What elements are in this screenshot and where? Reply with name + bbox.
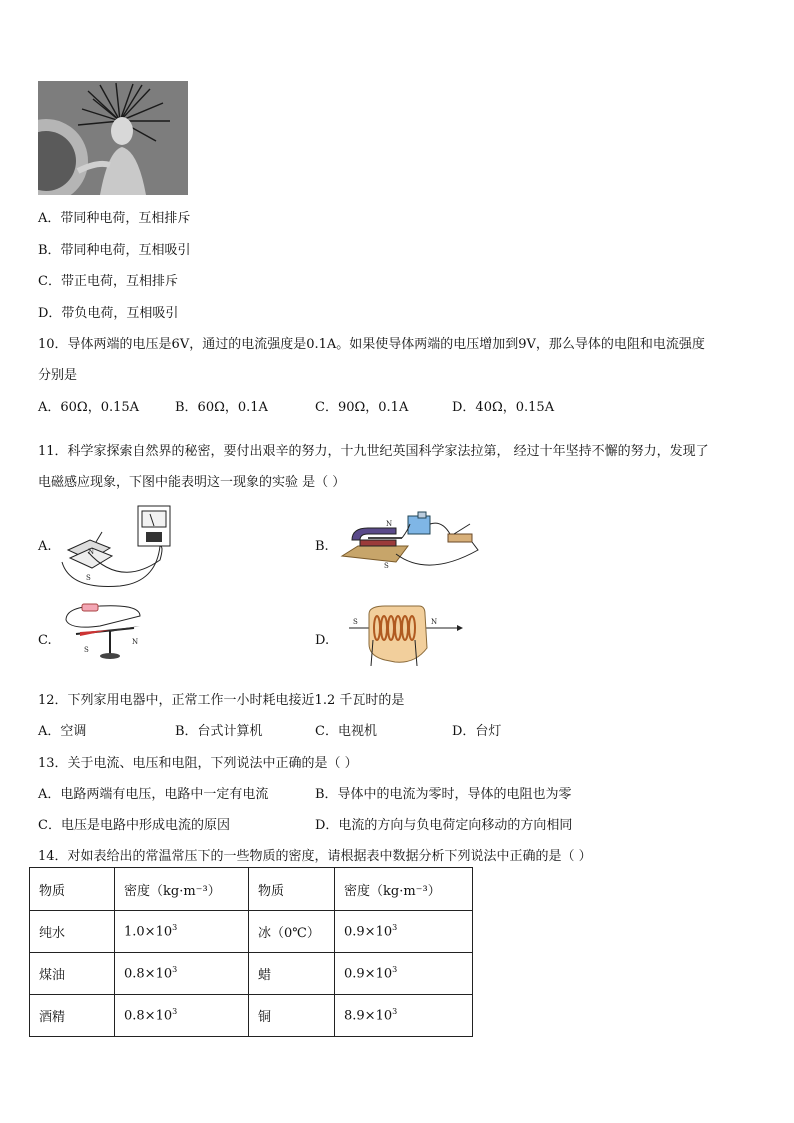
q10-option-d: D．40Ω，0.15A: [452, 400, 555, 415]
table-cell: $0.9\times 10^3$: [335, 953, 473, 995]
figure-c-oersted-experiment: [60, 598, 160, 664]
figure-a-letter-n: N: [88, 548, 95, 556]
q14-stem: 14．对如表给出的常温常压下的一些物质的密度，请根据表中数据分析下列说法中正确的是（ ）: [38, 849, 592, 864]
table-row: [30, 953, 473, 995]
q9-option-d: D．带负电荷，互相吸引: [38, 306, 179, 321]
figure-a-letter-s: S: [86, 574, 91, 582]
figure-a-galvanometer-experiment: [60, 502, 180, 596]
static-electricity-photo: [38, 81, 188, 195]
q10-option-b: B．60Ω，0.1A: [175, 400, 268, 415]
q13-option-c: C．电压是电路中形成电流的原因: [38, 818, 230, 833]
q10-option-a: A．60Ω，0.15A: [38, 400, 140, 415]
q12-option-a: A．空调: [38, 724, 87, 739]
q10-stem-line2: 分别是: [38, 368, 78, 383]
table-cell: 煤油: [30, 953, 115, 995]
table-header-cell: 物质: [30, 868, 115, 911]
table-row: [30, 911, 473, 953]
figure-d-letter-n: N: [431, 618, 438, 626]
q11-label-a: A.: [38, 539, 52, 554]
table-cell: $0.8\times 10^3$: [115, 953, 249, 995]
table-cell: 冰（0℃）: [249, 911, 335, 953]
table-header-row: [30, 868, 473, 911]
table-cell: $1.0\times 10^3$: [115, 911, 249, 953]
table-header-cell: 密度（kg·m⁻³）: [335, 868, 473, 911]
q10-option-c: C．90Ω，0.1A: [315, 400, 409, 415]
figure-d-solenoid-hand: [345, 600, 465, 672]
q12-option-b: B．台式计算机: [175, 724, 263, 739]
table-cell: 酒精: [30, 995, 115, 1037]
q12-option-d: D．台灯: [452, 724, 502, 739]
q11-stem-line2: 电磁感应现象，下图中能表明这一现象的实验 是（ ）: [38, 475, 346, 490]
q10-stem-line1: 10．导体两端的电压是6V，通过的电流强度是0.1A。如果使导体两端的电压增加到9V，那么导体的电阻和电流强度: [38, 337, 705, 352]
table-cell: $0.8\times 10^3$: [115, 995, 249, 1037]
table-cell: 铜: [249, 995, 335, 1037]
q11-stem-line1: 11．科学家探索自然界的秘密，要付出艰辛的努力，十九世纪英国科学家法拉第， 经过十年坚持不懈的努力，发现了: [38, 444, 709, 459]
table-cell: $0.9\times 10^3$: [335, 911, 473, 953]
q9-option-c: C．带正电荷，互相排斥: [38, 274, 178, 289]
q12-stem: 12．下列家用电器中，正常工作一小时耗电接近1.2 千瓦时的是: [38, 693, 405, 708]
q13-option-a: A．电路两端有电压，电路中一定有电流: [38, 787, 269, 802]
q12-option-c: C．电视机: [315, 724, 377, 739]
table-cell: $8.9\times 10^3$: [335, 995, 473, 1037]
q11-label-c: C.: [38, 633, 52, 648]
figure-c-letter-n: N: [132, 638, 139, 646]
table-header-cell: 密度（kg·m⁻³）: [115, 868, 249, 911]
q13-option-b: B．导体中的电流为零时，导体的电阻也为零: [315, 787, 572, 802]
table-header-cell: 物质: [249, 868, 335, 911]
q13-stem: 13．关于电流、电压和电阻，下列说法中正确的是（ ）: [38, 756, 358, 771]
figure-b-battery-experiment: [338, 510, 488, 582]
table-row: [30, 995, 473, 1037]
q11-label-d: D.: [315, 633, 330, 648]
figure-d-letter-s: S: [353, 618, 358, 626]
q9-option-b: B．带同种电荷，互相吸引: [38, 243, 191, 258]
q13-option-d: D．电流的方向与负电荷定向移动的方向相同: [315, 818, 573, 833]
figure-b-letter-s: S: [384, 562, 389, 570]
q9-option-a: A．带同种电荷，互相排斥: [38, 211, 191, 226]
table-cell: 蜡: [249, 953, 335, 995]
figure-b-letter-n: N: [386, 520, 393, 528]
density-table: [29, 867, 473, 1037]
q11-label-b: B.: [315, 539, 329, 554]
table-cell: 纯水: [30, 911, 115, 953]
figure-c-letter-s: S: [84, 646, 89, 654]
